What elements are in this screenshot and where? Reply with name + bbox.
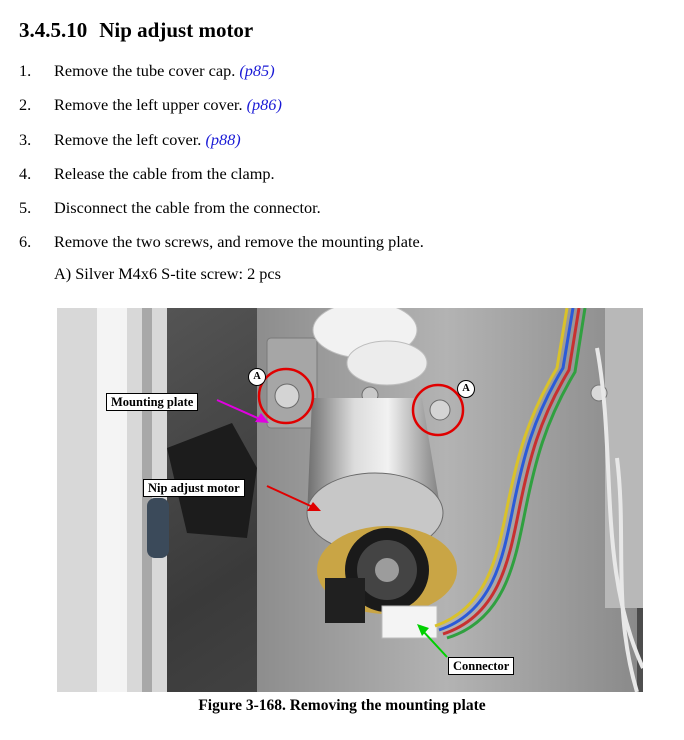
step-text: Remove the two screws, and remove the mounting plate. [54,232,424,252]
step-text: Disconnect the cable from the connector. [54,198,321,218]
callout-mounting-plate: Mounting plate [106,393,198,411]
section-title: Nip adjust motor [99,18,254,42]
section-number: 3.4.5.10 [19,18,88,42]
page-ref-link[interactable]: (p88) [205,129,241,149]
step-text-body: Remove the left cover. [54,129,202,149]
step-text-body: Remove the tube cover cap. [54,61,236,80]
motor-photo-illustration [57,308,643,692]
substep-screw-spec: A) Silver M4x6 S-tite screw: 2 pcs [54,264,281,283]
screw-label-a-left: A [248,368,266,386]
figure-caption: Figure 3-168. Removing the mounting plate [198,697,486,714]
step-number: 1. [19,61,32,80]
step-text [54,94,282,116]
step-text-body: Remove the left upper cover. [54,95,243,115]
step-number: 4. [19,163,32,183]
step-number: 6. [19,232,32,252]
step-text [54,129,241,151]
figure-photo [57,308,643,692]
step-number: 2. [19,95,32,115]
page-ref-link[interactable]: (p85) [239,61,275,80]
page-ref-link[interactable]: (p86) [246,95,282,115]
step-text [54,60,275,82]
section-heading [19,18,253,43]
step-number: 3. [19,129,32,149]
callout-nip-adjust-motor: Nip adjust motor [143,479,245,497]
step-number: 5. [19,198,32,218]
screw-label-a-right: A [457,380,475,398]
callout-connector: Connector [448,657,514,675]
step-text: Release the cable from the clamp. [54,163,275,183]
